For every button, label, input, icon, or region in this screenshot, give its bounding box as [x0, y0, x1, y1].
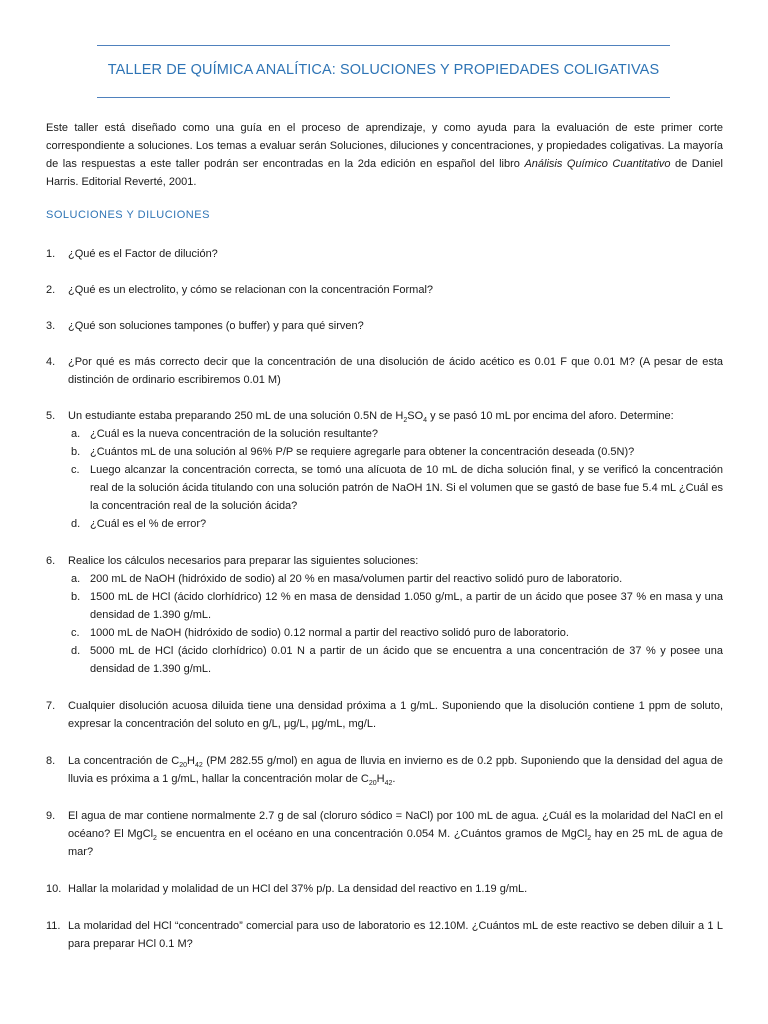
- question-4: 4. ¿Por qué es más correcto decir que la concentración de una disolución de ácido acético es 0.01 F que 0.01 M? (A pesar de esta distinción de ordinario escribiremos 0.01 M): [46, 356, 723, 386]
- section-title: SOLUCIONES Y DILUCIONES: [46, 209, 210, 221]
- book-title: Análisis Químico Cuantitativo: [524, 158, 671, 170]
- question-6-b: b. 1500 mL de HCl (ácido clorhídrico) 12 % en masa de densidad 1.050 g/mL, a partir de un ácido que posee 37 % en masa y una densidad de 1.390 g/mL.: [71, 591, 723, 621]
- question-5-c: c. Luego alcanzar la concentración correcta, se tomó una alícuota de 10 mL de dicha solución final, y se verificó la concentración real de la solución ácida titulando con una solución patrón de NaOH 1N. Si el volumen que se gastó de base fue 5.4 mL ¿Cuál es la concentración real de la solución ácida?: [71, 464, 723, 512]
- question-8: 8. La concentración de $C_{20}H_{42}$ (PM 282.55 g/mol) en agua de lluvia en invierno es de 0.2 ppb. Suponiendo que la densidad del agua de lluvia es próxima a 1 g/mL, hallar la concentración molar de $C_{20}H_{42}$.: [46, 755, 723, 788]
- question-10: 10. Hallar la molaridad y molalidad de un HCl del 37% p/p. La densidad del reactivo en 1.19 g/mL.: [46, 883, 528, 895]
- question-3: 3. ¿Qué son soluciones tampones (o buffer) y para qué sirven?: [46, 320, 364, 332]
- intro-paragraph: Este taller está diseñado como una guía en el proceso de aprendizaje, y como ayuda para la evaluación de este primer corte correspondiente a soluciones. Los temas a evaluar serán Soluciones, diluciones y concentraciones, y propiedades coligativas. La mayoría de las respuestas a este taller podrán ser encontradas en la 2da edición en español del libro Análisis Químico Cuantitativo de Daniel Harris. Editorial Reverté, 2001.: [46, 122, 723, 188]
- question-6-a: a. 200 mL de NaOH (hidróxido de sodio) al 20 % en masa/volumen partir del reactivo solidó puro de laboratorio.: [71, 573, 623, 585]
- question-6-c: c. 1000 mL de NaOH (hidróxido de sodio) 0.12 normal a partir del reactivo solidó puro de laboratorio.: [71, 627, 569, 639]
- question-7: 7. Cualquier disolución acuosa diluida tiene una densidad próxima a 1 g/mL. Suponiendo que la disolución contiene 1 ppm de soluto, expresar la concentración del soluto en g/L, μg/L, μg/mL, mg/L.: [46, 700, 723, 730]
- question-5-a: a. ¿Cuál es la nueva concentración de la solución resultante?: [71, 428, 379, 440]
- question-6-d: d. 5000 mL de HCl (ácido clorhídrico) 0.01 N a partir de un ácido que se encuentra a una concentración de 37 % y posee una densidad de 1.390 g/mL.: [71, 645, 723, 675]
- question-6: 6. Realice los cálculos necesarios para preparar las siguientes soluciones: a. 200 mL de NaOH (hidróxido de sodio) al 20 % en masa/volumen partir del reactivo solidó puro de laboratorio. b. 1500 mL de HCl (ácido clorhídrico) 12 % en masa de densidad 1.050 g/mL, a partir de un ácido que posee 37 % en masa y una densidad de 1.390 g/mL. c. 1000 mL de NaOH (hidróxido de sodio) 0.12 normal a partir del reactivo solidó puro de laboratorio. d. 5000 mL de HCl (ácido clorhídrico) 0.01 N a partir de un ácido que se encuentra a una concentración de 37 % y posee una densidad de 1.390 g/mL.: [46, 552, 723, 678]
- question-11: 11. La molaridad del HCl “concentrado” comercial para uso de laboratorio es 12.10M. ¿Cuántos mL de este reactivo se deben diluir a 1 L para preparar HCl 0.1 M?: [46, 920, 723, 950]
- title-bottom-rule: [97, 97, 670, 98]
- question-5-d: d. ¿Cuál es el % de error?: [71, 518, 207, 530]
- question-5-b: b. ¿Cuántos mL de una solución al 96% P/P se requiere agregarle para obtener la concentración deseada (0.5N)?: [71, 446, 635, 458]
- question-5: 5. Un estudiante estaba preparando 250 mL de una solución 0.5N de $H_2SO_4$ y se pasó 10 mL por encima del aforo. Determine: a. ¿Cuál es la nueva concentración de la solución resultante? b. ¿Cuántos mL de una solución al 96% P/P se requiere agregarle para obtener la concentración deseada (0.5N)? c. Luego alcanzar la concentración correcta, se tomó una alícuota de 10 mL de dicha solución final, y se verificó la concentración real de la solución ácida titulando con una solución patrón de NaOH 1N. Si el volumen que se gastó de base fue 5.4 mL ¿Cuál es la concentración real de la solución ácida? d. ¿Cuál es el % de error?: [46, 407, 723, 533]
- document-title: TALLER DE QUÍMICA ANALÍTICA: SOLUCIONES Y PROPIEDADES COLIGATIVAS: [107, 62, 660, 78]
- title-top-rule: [97, 45, 670, 46]
- question-1: 1. ¿Qué es el Factor de dilución?: [46, 248, 218, 260]
- question-2: 2. ¿Qué es un electrolito, y cómo se relacionan con la concentración Formal?: [46, 284, 434, 296]
- question-9: 9. El agua de mar contiene normalmente 2.7 g de sal (cloruro sódico = NaCl) por 100 mL de agua. ¿Cuál es la molaridad del NaCl en el océano? El MgCl$_2$ se encuentra en el océano en una concentración 0.054 M. ¿Cuántos gramos de MgCl$_2$ hay en 25 mL de agua de mar?: [46, 810, 723, 858]
